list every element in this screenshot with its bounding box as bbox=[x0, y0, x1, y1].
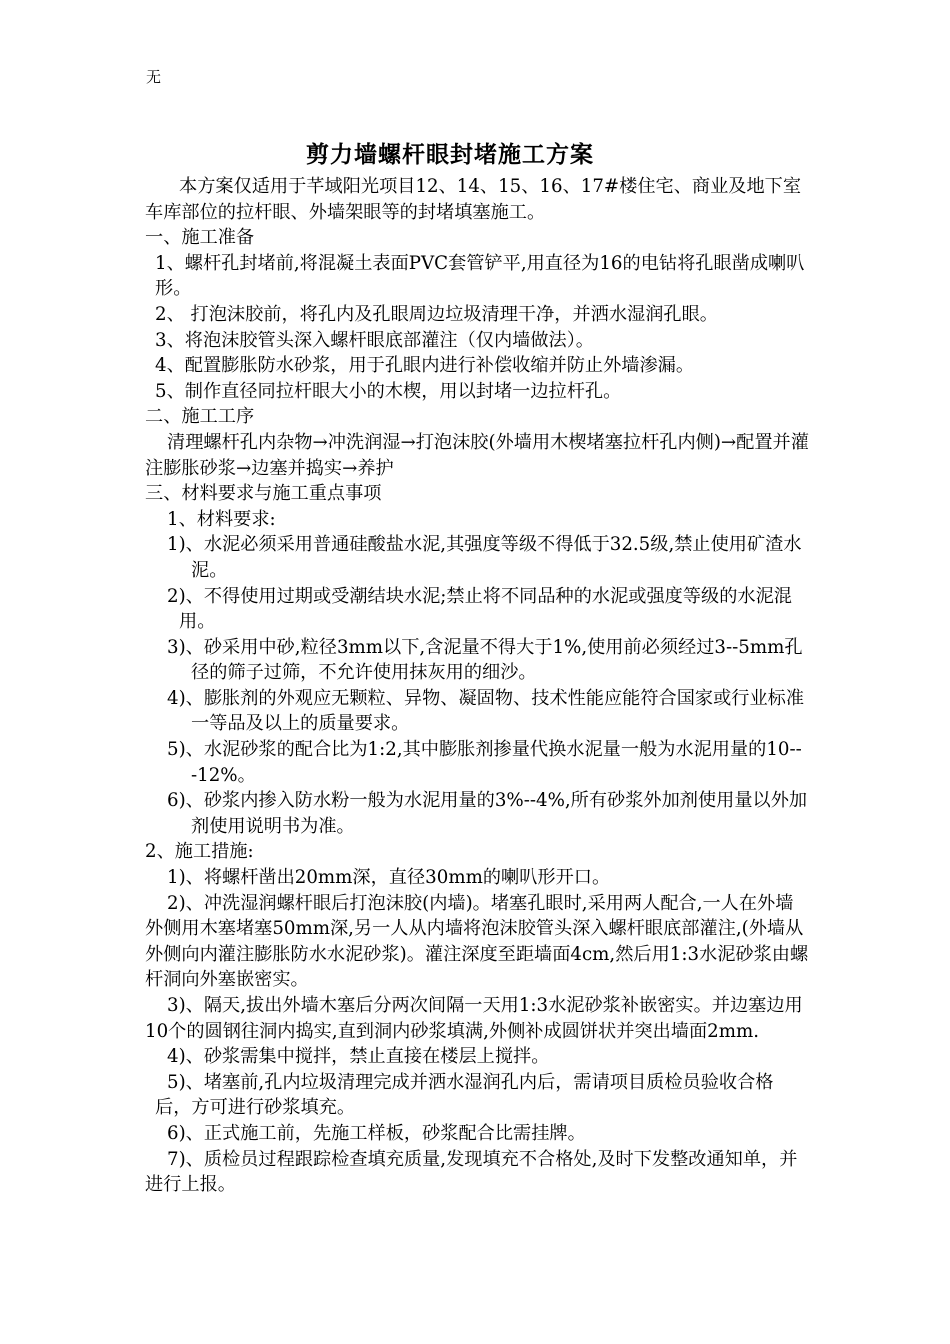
page-header: 无 bbox=[146, 68, 162, 86]
paragraph: 1、材料要求: bbox=[167, 508, 276, 530]
paragraph: 1、螺杆孔封堵前,将混凝土表面PVC套管铲平,用直径为16的电钻将孔眼凿成喇叭形。 bbox=[155, 252, 805, 300]
paragraph: 一、施工准备 bbox=[145, 227, 255, 249]
paragraph: 1)、水泥必须采用普通硅酸盐水泥,其强度等级不得低于32.5级,禁止使用矿渣水泥。 bbox=[167, 534, 802, 581]
document-body bbox=[145, 174, 809, 1198]
paragraph: 三、材料要求与施工重点事项 bbox=[145, 483, 382, 505]
paragraph: 5)、堵塞前,孔内垃圾清理完成并洒水湿润孔内后，需请项目质检员验收合格后，方可进行砂浆填充。 bbox=[155, 1071, 774, 1119]
paragraph: 本方案仅适用于芊域阳光项目12、14、15、16、17#楼住宅、商业及地下室车库部位的拉杆眼、外墙架眼等的封堵填塞施工。 bbox=[145, 176, 802, 223]
paragraph: 4、配置膨胀防水砂浆，用于孔眼内进行补偿收缩并防止外墙渗漏。 bbox=[155, 355, 695, 377]
paragraph: 6)、正式施工前，先施工样板，砂浆配合比需挂牌。 bbox=[167, 1122, 586, 1144]
paragraph: 2、施工措施: bbox=[145, 841, 254, 863]
paragraph: 3)、隔天,拔出外墙木塞后分两次间隔一天用1:3水泥砂浆补嵌密实。并边塞边用10个的圆钢往洞内捣实,直到洞内砂浆填满,外侧补成圆饼状并突出墙面2mm. bbox=[145, 995, 803, 1042]
paragraph: 2、 打泡沫胶前，将孔内及孔眼周边垃圾清理干净，并洒水湿润孔眼。 bbox=[155, 303, 718, 325]
paragraph: 2)、冲洗湿润螺杆眼后打泡沫胶(内墙)。堵塞孔眼时,采用两人配合,一人在外墙外侧用木塞堵塞50mm深,另一人从内墙将泡沫胶管头深入螺杆眼底部灌注,(外墙从外侧向内灌注膨胀防水水泥砂浆)。灌注深度至距墙面4cm,然后用1:3水泥砂浆由螺杆洞向外塞嵌密实。 bbox=[145, 892, 809, 991]
paragraph: 5、制作直径同拉杆眼大小的木楔，用以封堵一边拉杆孔。 bbox=[155, 380, 622, 402]
paragraph: 2)、不得使用过期或受潮结块水泥;禁止将不同品种的水泥或强度等级的水泥混用。 bbox=[167, 585, 792, 633]
paragraph: 4)、膨胀剂的外观应无颗粒、异物、凝固物、技术性能应能符合国家或行业标准一等品及以上的质量要求。 bbox=[167, 687, 805, 735]
paragraph: 3、将泡沫胶管头深入螺杆眼底部灌注（仅内墙做法）。 bbox=[155, 329, 594, 351]
document-title: 剪力墙螺杆眼封堵施工方案 bbox=[306, 141, 594, 168]
paragraph: 清理螺杆孔内杂物→冲洗润湿→打泡沫胶(外墙用木楔堵塞拉杆孔内侧)→配置并灌注膨胀砂浆→边塞并捣实→养护 bbox=[145, 431, 809, 479]
paragraph: 二、施工工序 bbox=[145, 406, 255, 428]
paragraph: 1)、将螺杆凿出20mm深，直径30mm的喇叭形开口。 bbox=[167, 867, 611, 889]
paragraph: 7)、质检员过程跟踪检查填充质量,发现填充不合格处,及时下发整改通知单，并进行上报。 bbox=[145, 1148, 798, 1196]
paragraph: 6)、砂浆内掺入防水粉一般为水泥用量的3%--4%,所有砂浆外加剂使用量以外加剂使用说明书为准。 bbox=[167, 790, 808, 837]
paragraph: 3)、砂采用中砂,粒径3mm以下,含泥量不得大于1%,使用前必须经过3--5mm孔径的筛子过筛，不允许使用抹灰用的细沙。 bbox=[167, 636, 803, 684]
paragraph: 5)、水泥砂浆的配合比为1:2,其中膨胀剂掺量代换水泥量一般为水泥用量的10---12%。 bbox=[167, 739, 802, 786]
paragraph: 4)、砂浆需集中搅拌，禁止直接在楼层上搅拌。 bbox=[167, 1046, 550, 1068]
